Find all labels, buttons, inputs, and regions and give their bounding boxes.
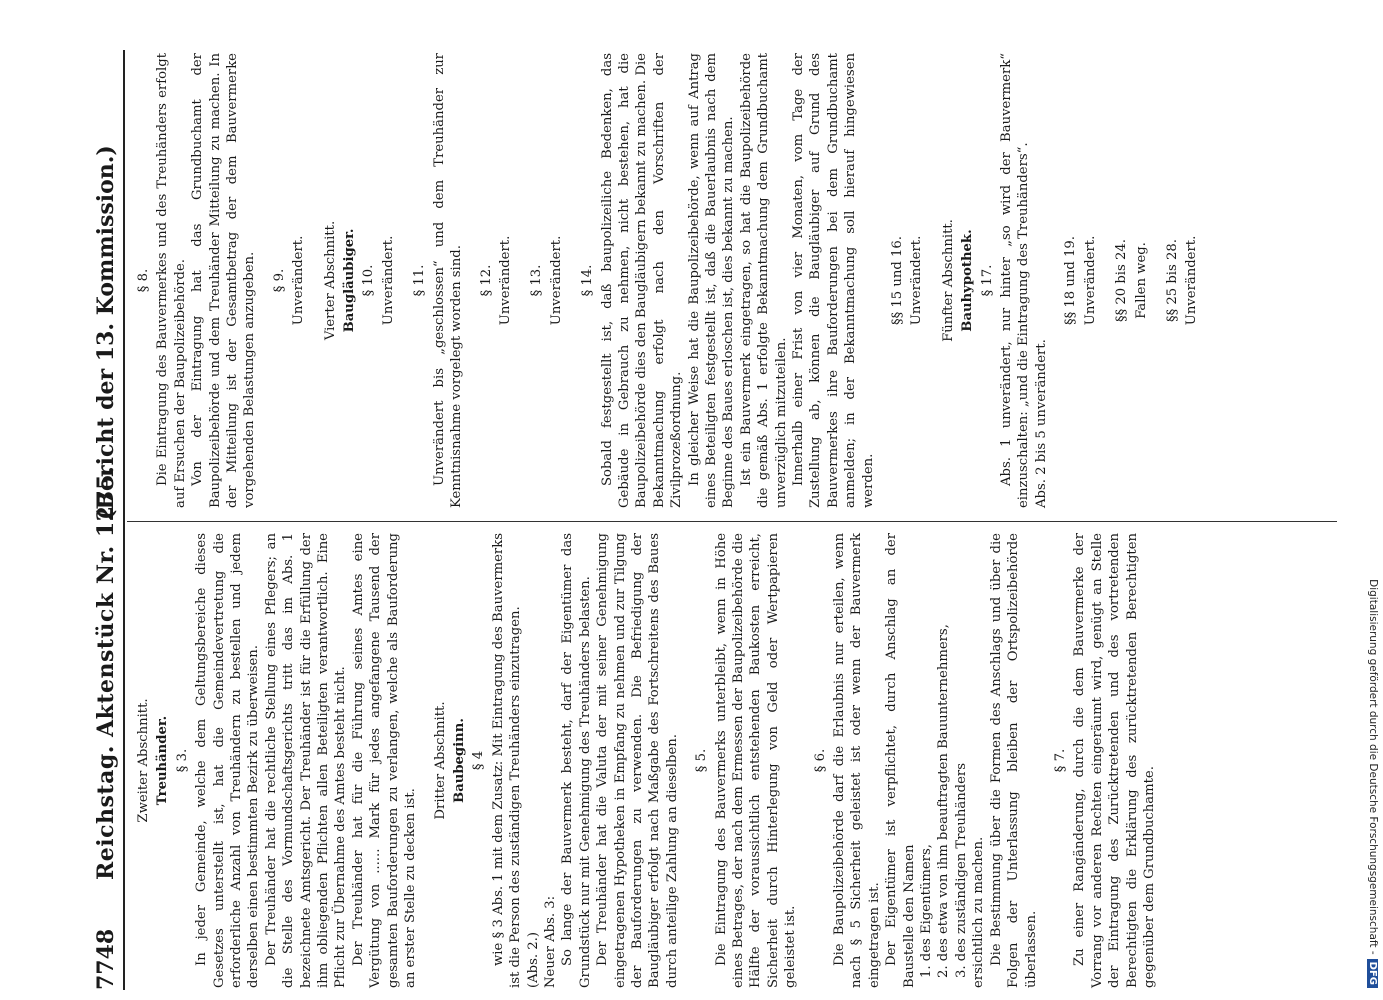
section-heading: § 13.: [529, 264, 545, 297]
paragraph: Der Eigentümer ist verpflichtet, durch Anschlag an der Baustelle den Namen: [884, 533, 917, 988]
spacer: [310, 53, 320, 508]
spacer: [800, 533, 810, 988]
paragraph: Neuer Abs. 3:: [542, 895, 558, 988]
paragraph: In gleicher Weise hat die Baupolizeibehörde, wenn auf Antrag eines Beteiligten festgestellt ist, daß die Bauerlaubnis nach dem Beginne des Baues erloschen ist, dies bekannt zu machen.: [686, 53, 737, 508]
spacer: [516, 53, 526, 508]
digitization-watermark: [1355, 8, 1383, 988]
section-heading: Unverändert.: [291, 235, 307, 326]
section-title: Bauhypothek.: [960, 229, 976, 332]
section-heading: §§ 25 bis 28.: [1164, 239, 1180, 322]
header-rule: [123, 50, 125, 990]
left-column: [133, 533, 1158, 988]
list-item: 2. des etwa von ihm beauftragten Bauunternehmers,: [936, 624, 952, 978]
spacer: [567, 53, 577, 508]
spacer: [928, 53, 938, 508]
list-item: 3. des zuständigen Treuhänders: [953, 763, 969, 978]
page-title: Reichstag. Aktenstück Nr. 1275.: [93, 465, 119, 880]
paragraph: wie § 3 Abs. 1 mit dem Zusatz: Mit Eintragung des Bauvermerks ist die Person des zuständigen Treuhänders einzutragen.: [490, 533, 524, 988]
section-heading: Fallen weg.: [1133, 242, 1149, 319]
section-title: Treuhänder.: [155, 715, 171, 806]
paragraph: Die Eintragung des Bauvermerks unterbleibt, wenn in Höhe eines Betrages, der nach dem Ermessen der Baupolizeibehörde die Hälfte der voraussichtlich entstehenden Baukosten erreicht, Sicherheit durch Hinterlegung von Geld oder Wertpapieren geleistet ist.: [713, 533, 799, 988]
watermark-text: Digitalisierung gefördert durch die Deutsche Forschungsgemeinschaft -DFG: [1359, 8, 1379, 988]
paragraph: Ist ein Bauvermerk eingetragen, so hat die Baupolizeibehörde die gemäß Abs. 1 erfolgte Bekanntmachung dem Grundbuchamt unverzüglich mitzuteilen.: [738, 53, 789, 508]
section-heading: Unverändert.: [380, 235, 396, 326]
spacer: [1040, 533, 1050, 988]
section-heading: Vierter Abschnitt.: [322, 220, 338, 341]
spacer: [681, 533, 691, 988]
section-heading: Dritter Abschnitt.: [432, 701, 448, 820]
section-heading: §§ 20 bis 24.: [1114, 239, 1130, 322]
paragraph: Abs. 2 bis 5 unverändert.: [1033, 339, 1049, 508]
paragraph: Unverändert bis „geschlossen“ und dem Treuhänder zur Kenntnisnahme vorgelegt worden sind.: [431, 53, 465, 508]
paragraph: Die Eintragung des Bauvermerkes und des Treuhänders erfolgt auf Ersuchen der Baupolizeibehörde.: [155, 53, 188, 508]
section-heading: §§ 15 und 16.: [890, 236, 906, 325]
page-number: 7748: [93, 928, 119, 990]
paragraph: Die Bestimmung über die Formen des Anschlags und über die Folgen der Unterlassung bleiben der Ortspolizeibehörde überlassen.: [988, 533, 1039, 988]
paragraph: Zu einer Rangänderung, durch die dem Bauvermerke der Vorrang vor anderen Rechten eingeräumt wird, genügt an Stelle der Eintragung des Zurücktretenden und des vortretenden Berechtigten die Erklärung des zurücktretenden Berechtigten gegenüber dem Grundbuchamte.: [1072, 533, 1157, 988]
dfg-logo: DFG: [1367, 959, 1378, 988]
spacer: [1050, 53, 1060, 508]
paragraph: Der Treuhänder hat für die Führung seines Amtes eine Vergütung von ...... Mark für jedes angefangene Tausend der gesamten Bauforderungen zu verlangen, welche als Bauforderung an erster Stelle zu decken ist.: [350, 533, 419, 988]
paragraph: Abs. 1 unverändert, nur hinter „so wird der Bauvermerk“ einzuschalten: „und die Eintragung des Treuhänders“.: [999, 53, 1032, 508]
page-header: [89, 50, 123, 990]
section-heading: § 3.: [174, 748, 190, 773]
paragraph: ersichtlich zu machen.: [971, 836, 987, 988]
list-item: 1. des Eigentümers,: [919, 844, 935, 978]
section-heading: Unverändert.: [1082, 235, 1098, 326]
section-heading: § 17.: [979, 264, 995, 297]
paragraph: Innerhalb einer Frist von vier Monaten, vom Tage der Zustellung ab, können die Baugläubiger auf Grund des Bauvermerkes ihre Bauforderungen bei dem Grundbuchamt anmelden; in der Bekanntmachung soll hierauf hingewiesen werden.: [791, 53, 876, 508]
paragraph: Sobald festgestellt ist, daß baupolizeiliche Bedenken, das Gebäude in Gebrauch zu nehmen, nicht bestehen, hat die Baupolizeibehörde dies den Baugläubigern bekannt zu machen. Die Bekanntmachung erfolgt nach den Vorschriften der Zivilprozeßordnung.: [599, 53, 685, 508]
section-heading: § 9.: [271, 268, 287, 293]
spacer: [1101, 53, 1111, 508]
spacer: [466, 53, 476, 508]
paragraph: Der Treuhänder hat die Valuta der mit seiner Genehmigung eingetragenen Hypotheken in Empfang zu nehmen und zur Tilgung der Bauforderungen zu verwenden. Die Befriedigung der Baugläubiger erfolgt nach Maßgabe des Fortschreitens des Baues durch anteilige Zahlung an dieselben.: [595, 533, 680, 988]
paragraph: Der Treuhänder hat die rechtliche Stellung eines Pflegers; an die Stelle des Vormundschaftsgerichts tritt das im Abs. 1 bezeichnete Amtsgericht. Der Treuhänder ist für die Erfüllung der ihm obliegenden Pflichten allen Beteiligten verantwortlich. Eine Pflicht zur Übernahme des Amtes besteht nicht.: [263, 533, 349, 988]
section-heading: Unverändert.: [909, 235, 925, 326]
section-heading: § 6.: [812, 748, 828, 773]
section-heading: Unverändert.: [1184, 235, 1200, 326]
section-heading: § 14.: [580, 264, 596, 297]
section-heading: § 8.: [136, 268, 151, 293]
section-heading: §§ 18 und 19.: [1063, 236, 1079, 325]
section-heading: § 5.: [694, 748, 710, 773]
section-heading: Unverändert.: [497, 235, 513, 326]
section-title: Baubeginn.: [451, 718, 467, 803]
paragraph: In jeder Gemeinde, welche dem Geltungsbereiche dieses Gesetzes unterstellt ist, hat die Gemeindevertretung die erforderliche Anzahl von Treuhändern zu bestellen und jedem derselben einen bestimmten Bezirk zu überweisen.: [194, 533, 262, 988]
paragraph: Von der Eintragung hat das Grundbuchamt der Baupolizeibehörde und dem Treuhänder Mitteilung zu machen. In der Mitteilung ist der Gesamtbetrag der dem Bauvermerke vorgehenden Belastungen anzugeben.: [190, 53, 258, 508]
section-heading: Zweiter Abschnitt.: [136, 698, 151, 823]
section-heading: Unverändert.: [548, 235, 564, 326]
section-heading: Fünfter Abschnitt.: [940, 219, 956, 342]
paragraph: So lange der Bauvermerk besteht, darf der Eigentümer das Grundstück nur mit Genehmigung des Treuhänders belasten.: [560, 533, 593, 988]
section-heading: § 4: [471, 750, 487, 771]
rotated-page-frame: [81, 40, 1381, 1000]
document-page: [81, 40, 1381, 1000]
section-heading: § 11.: [412, 264, 428, 297]
section-title: Baugläubiger.: [342, 228, 358, 333]
spacer: [399, 53, 409, 508]
spacer: [420, 533, 430, 988]
section-heading: § 12.: [478, 264, 494, 297]
column-divider: [127, 521, 1337, 522]
page-subtitle: (Bericht der 13. Kommission.): [93, 145, 119, 520]
right-column: [133, 53, 1203, 508]
section-heading: § 10.: [361, 264, 377, 297]
spacer: [877, 53, 887, 508]
paragraph: Die Baupolizeibehörde darf die Erlaubnis nur erteilen, wenn nach § 5 Sicherheit geleistet ist oder wenn der Bauvermerk eingetragen ist.: [832, 533, 882, 988]
spacer: [1152, 53, 1162, 508]
section-heading: § 7.: [1052, 748, 1068, 773]
paragraph: (Abs. 2.): [525, 932, 541, 988]
spacer: [259, 53, 269, 508]
